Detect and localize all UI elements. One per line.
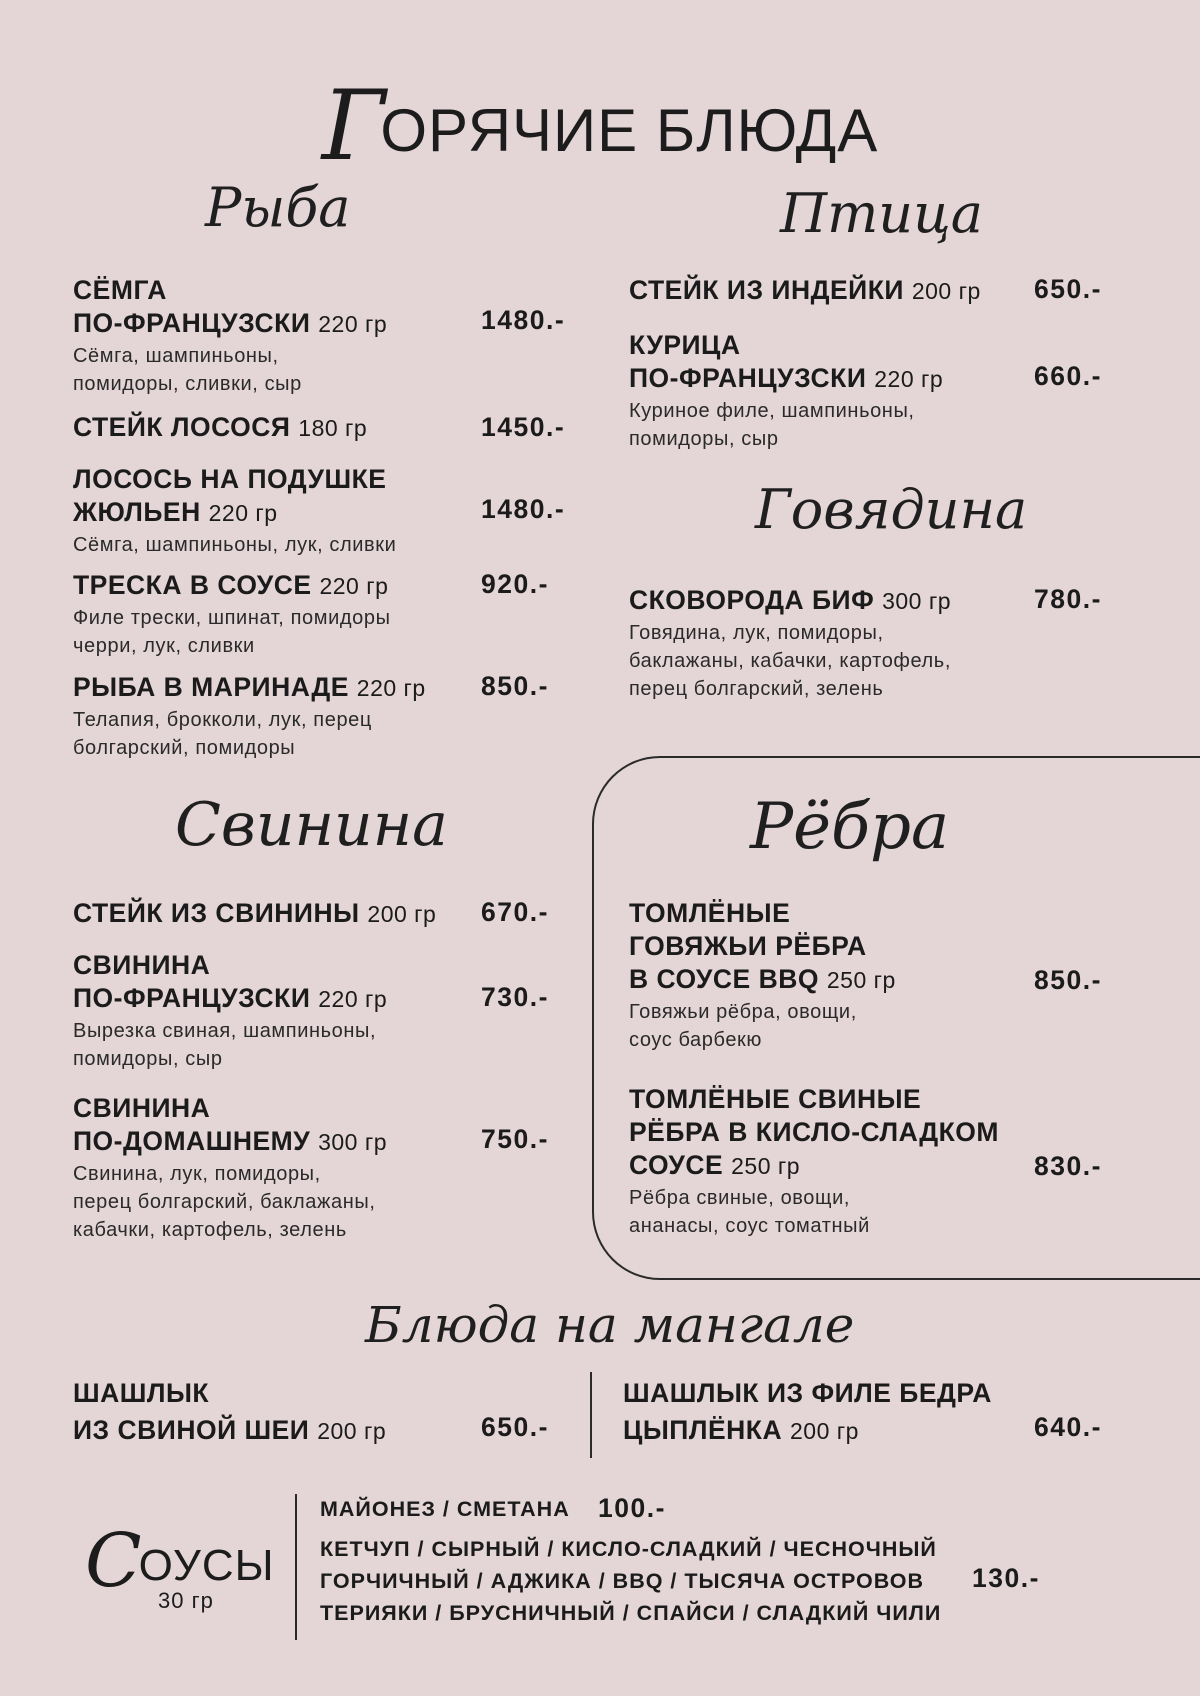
menu-item xyxy=(73,1375,386,1450)
item-weight: 300 гр xyxy=(882,588,952,614)
item-price: 660.- xyxy=(1034,361,1102,391)
item-name: СЁМГА ПО-ФРАНЦУЗСКИ xyxy=(73,275,311,338)
sauce-price: 100.- xyxy=(598,1493,666,1523)
menu-item xyxy=(73,569,391,660)
item-price: 830.- xyxy=(1034,1151,1102,1181)
item-weight: 220 гр xyxy=(208,500,278,526)
item-description: Сёмга, шампиньоны, помидоры, сливки, сыр xyxy=(73,345,302,395)
item-description: Куриное филе, шампиньоны, помидоры, сыр xyxy=(629,400,915,450)
item-price: 670.- xyxy=(481,897,549,927)
item-weight: 180 гр xyxy=(298,415,368,441)
item-price: 640.- xyxy=(1034,1412,1102,1442)
item-weight: 220 гр xyxy=(318,311,388,337)
item-description: Свинина, лук, помидоры, перец болгарский, баклажаны, кабачки, картофель, зелень xyxy=(73,1163,376,1241)
item-name: РЫБА В МАРИНАДЕ xyxy=(73,672,349,702)
item-description: Говядина, лук, помидоры, баклажаны, кабачки, картофель, перец болгарский, зелень xyxy=(629,622,951,700)
section-title-poultry: Птица xyxy=(780,182,983,245)
item-price: 750.- xyxy=(481,1124,549,1154)
item-name: СКОВОРОДА БИФ xyxy=(629,585,875,615)
item-name: ШАШЛЫК ИЗ ФИЛЕ БЕДРА ЦЫПЛЁНКА xyxy=(623,1378,992,1445)
item-weight: 220 гр xyxy=(356,675,426,701)
item-name: ТОМЛЁНЫЕ ГОВЯЖЬИ РЁБРА В СОУСЕ BBQ xyxy=(629,898,867,994)
item-weight: 300 гр xyxy=(318,1129,388,1155)
menu-item xyxy=(629,584,951,703)
item-name: ТОМЛЁНЫЕ СВИНЫЕ РЁБРА В КИСЛО-СЛАДКОМ СОУСЕ xyxy=(629,1084,999,1180)
item-description: Филе трески, шпинат, помидоры черри, лук, сливки xyxy=(73,607,391,657)
sauce-row: КЕТЧУП / СЫРНЫЙ / КИСЛО-СЛАДКИЙ / ЧЕСНОЧНЫЙ xyxy=(320,1537,937,1561)
page-title-initial: Г xyxy=(321,70,387,182)
menu-item xyxy=(73,411,367,445)
item-price: 650.- xyxy=(481,1412,549,1442)
item-weight: 200 гр xyxy=(367,901,437,927)
item-weight: 250 гр xyxy=(731,1153,801,1179)
menu-item xyxy=(73,897,436,931)
item-description: Вырезка свиная, шампиньоны, помидоры, сыр xyxy=(73,1020,377,1070)
item-weight: 200 гр xyxy=(911,278,981,304)
item-price: 1480.- xyxy=(481,494,566,524)
sauce-row: ГОРЧИЧНЫЙ / АДЖИКА / BBQ / ТЫСЯЧА ОСТРОВОВ xyxy=(320,1569,925,1593)
item-price: 650.- xyxy=(1034,274,1102,304)
sauce-row: МАЙОНЕЗ / СМЕТАНА xyxy=(320,1497,570,1521)
sauces-divider xyxy=(295,1494,297,1640)
menu-item xyxy=(73,1092,387,1244)
sauce-row: ТЕРИЯКИ / БРУСНИЧНЫЙ / СПАЙСИ / СЛАДКИЙ ЧИЛИ xyxy=(320,1601,942,1625)
sauce-price: 130.- xyxy=(972,1563,1040,1593)
section-title-beef: Говядина xyxy=(755,478,1028,541)
item-price: 1480.- xyxy=(481,305,566,335)
item-weight: 250 гр xyxy=(826,967,896,993)
item-description: Рёбра свиные, овощи, ананасы, соус томатный xyxy=(629,1187,870,1237)
section-title-grill: Блюда на мангале xyxy=(365,1296,855,1354)
sauces-title-rest: ОУСЫ xyxy=(138,1541,275,1590)
sauces-weight: 30 гр xyxy=(158,1588,214,1613)
item-weight: 220 гр xyxy=(319,573,389,599)
item-name: СТЕЙК ИЗ ИНДЕЙКИ xyxy=(629,275,904,305)
item-price: 850.- xyxy=(481,671,549,701)
menu-item xyxy=(629,897,896,1054)
page-title xyxy=(0,70,1200,182)
item-name: СТЕЙК ЛОСОСЯ xyxy=(73,412,291,442)
item-name: СВИНИНА ПО-ДОМАШНЕМУ xyxy=(73,1093,311,1156)
item-price: 850.- xyxy=(1034,965,1102,995)
menu-item xyxy=(73,671,426,762)
page-title-rest: ОРЯЧИЕ БЛЮДА xyxy=(380,97,879,164)
menu-item xyxy=(73,463,396,559)
menu-item xyxy=(73,949,387,1073)
item-weight: 200 гр xyxy=(317,1418,387,1444)
menu-item xyxy=(629,1083,999,1240)
item-weight: 200 гр xyxy=(790,1418,859,1444)
section-title-pork: Свинина xyxy=(175,790,448,860)
item-name: СТЕЙК ИЗ СВИНИНЫ xyxy=(73,898,360,928)
item-weight: 220 гр xyxy=(874,366,944,392)
item-weight: 220 гр xyxy=(318,986,388,1012)
menu-item xyxy=(623,1375,992,1450)
item-name: ТРЕСКА В СОУСЕ xyxy=(73,570,312,600)
item-name: ЛОСОСЬ НА ПОДУШКЕ ЖЮЛЬЕН xyxy=(73,464,387,527)
item-description: Сёмга, шампиньоны, лук, сливки xyxy=(73,534,397,556)
item-name: КУРИЦА ПО-ФРАНЦУЗСКИ xyxy=(629,330,867,393)
section-title-ribs: Рёбра xyxy=(750,790,950,864)
menu-item xyxy=(73,274,387,398)
menu-item xyxy=(629,329,943,453)
item-price: 730.- xyxy=(481,982,549,1012)
item-description: Говяжьи рёбра, овощи, соус барбекю xyxy=(629,1001,857,1051)
grill-divider xyxy=(590,1372,592,1458)
item-description: Телапия, брокколи, лук, перец болгарский, помидоры xyxy=(73,709,372,759)
item-price: 780.- xyxy=(1034,584,1102,614)
menu-item xyxy=(629,274,981,308)
item-price: 920.- xyxy=(481,569,549,599)
sauces-title-initial: С xyxy=(85,1518,143,1604)
item-price: 1450.- xyxy=(481,412,566,442)
item-name: СВИНИНА ПО-ФРАНЦУЗСКИ xyxy=(73,950,311,1013)
section-title-fish: Рыба xyxy=(205,176,351,239)
item-name: ШАШЛЫК ИЗ СВИНОЙ ШЕИ xyxy=(73,1378,310,1445)
